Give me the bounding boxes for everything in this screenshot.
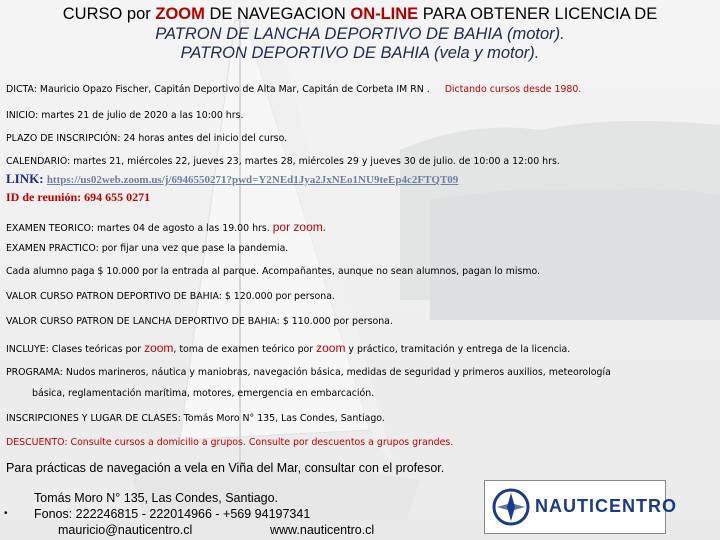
header-text: PARA OBTENER LICENCIA DE [418, 5, 658, 23]
meeting-id: ID de reunión: 694 655 0271 [6, 190, 151, 204]
pago-line: Cada alumno paga $ 10.000 por la entrada al parque. Acompañantes, aunque no sean alumnos, pagan lo mismo. [6, 266, 541, 277]
incluye-text: INCLUYE: Clases teóricas por [6, 344, 145, 355]
plazo-line: PLAZO DE INSCRIPCIÓN: 24 horas antes del inicio del curso. [6, 133, 288, 144]
exam-text: EXAMEN TEORICO: martes 04 de agosto a las 19.00 hrs. [6, 223, 273, 234]
zoom-link[interactable]: https://us02web.zoom.us/j/6946550271?pwd=Y2NEd1Jya2JxNEo1NU9teEp4c2FTQT09 [46, 174, 459, 186]
incluye-zoom: zoom [316, 341, 346, 355]
contact-email[interactable]: mauricio@nauticentro.cl [58, 523, 193, 537]
examen-practico-line: EXAMEN PRACTICO: por fijar una vez que pase la pandemia. [6, 243, 289, 254]
nauticentro-logo [484, 480, 677, 534]
bullet-icon: • [4, 508, 8, 519]
valor-bahia-line: VALOR CURSO PATRON DEPORTIVO DE BAHIA: $ 120.000 por persona. [6, 291, 335, 302]
incluye-zoom: zoom [144, 341, 174, 355]
calendario-line: CALENDARIO: martes 21, miércoles 22, jueves 23, martes 28, miércoles 29 y jueves 30 de julio. de 10:00 a 12:00 hrs. [6, 156, 560, 167]
header-text: CURSO por [62, 5, 156, 23]
header-line-3: PATRON DEPORTIVO DE BAHIA (vela y motor). [180, 44, 540, 62]
incluye-text: , toma de examen teórico por [173, 344, 317, 355]
exam-zoom: por zoom [272, 220, 323, 234]
dicta-line [6, 84, 581, 95]
compass-logo-icon [491, 487, 531, 527]
header-line-2: PATRON DE LANCHA DEPORTIVO DE BAHIA (motor). [155, 25, 565, 43]
instructor-text: DICTA: Mauricio Opazo Fischer, Capitán Deportivo de Alta Mar, Capitán de Corbeta IM RN . [6, 84, 430, 95]
inscripciones-line: INSCRIPCIONES Y LUGAR DE CLASES: Tomás Moro N° 135, Las Condes, Santiago. [6, 413, 385, 424]
exam-end: . [322, 223, 326, 234]
zoom-link-line [6, 171, 458, 187]
header-line-1 [0, 5, 720, 24]
examen-teorico-line [6, 220, 326, 234]
header-zoom: ZOOM [155, 5, 205, 23]
experience-note: Dictando cursos desde 1980. [444, 84, 582, 95]
logo-text: NAUTICENTRO [535, 496, 677, 516]
header-online: ON-LINE [350, 5, 419, 23]
descuento-line: DESCUENTO: Consulte cursos a domicilio a grupos. Consulte por descuentos a grupos grandes. [6, 437, 454, 448]
programa-line-2: básica, reglamentación marítima, motores, emergencia en embarcación. [32, 388, 375, 399]
practicas-line: Para prácticas de navegación a vela en Viña del Mar, consultar con el profesor. [6, 461, 445, 475]
contact-phones: Fonos: 222246815 - 222014966 - +569 94197341 [34, 507, 311, 521]
programa-line-1: PROGRAMA: Nudos marineros, náutica y maniobras, navegación básica, medidas de seguridad y primeros auxilios, meteorología [6, 367, 611, 378]
valor-lancha-line: VALOR CURSO PATRON DE LANCHA DEPORTIVO DE BAHIA: $ 110.000 por persona. [6, 316, 393, 327]
contact-web[interactable]: www.nauticentro.cl [270, 523, 375, 537]
incluye-line [6, 341, 570, 355]
link-label: LINK: [6, 171, 47, 186]
header-text: DE NAVEGACION [204, 5, 351, 23]
incluye-text: y práctico, tramitación y entrega de la licencia. [345, 344, 571, 355]
inicio-line: INICIO: martes 21 de julio de 2020 a las 10:00 hrs. [6, 110, 244, 121]
contact-address: Tomás Moro N° 135, Las Condes, Santiago. [34, 491, 279, 505]
